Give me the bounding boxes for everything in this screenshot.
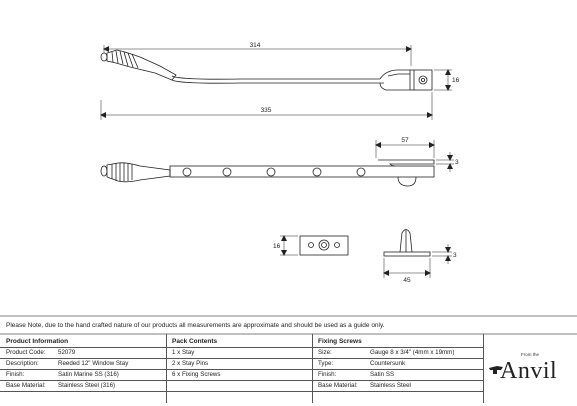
dim-335-label: 335 [260, 107, 272, 114]
stay-side-view [101, 160, 434, 186]
table-row: Finish: Satin Marine SS (316) [6, 371, 119, 378]
divider [0, 391, 483, 392]
table-row: Base Material: Stainless Steel (316) [6, 382, 116, 389]
brand-name: Anvil [500, 358, 558, 384]
brand-tagline: From the [521, 352, 540, 357]
dim-45-label: 45 [403, 277, 411, 284]
list-item: 1 x Stay [172, 349, 195, 356]
dimension-3-side [436, 152, 454, 172]
dim-314-label: 314 [249, 42, 261, 49]
dim-3-label: 3 [455, 159, 459, 166]
stay-top-view [101, 50, 432, 90]
divider [166, 334, 167, 403]
divider [483, 334, 484, 403]
table-row: Size: Gauge 8 x 3/4" (4mm x 19mm) [318, 349, 455, 356]
dimension-3-pin [432, 244, 452, 264]
divider [0, 347, 483, 348]
product-information-heading: Product Information [6, 338, 69, 345]
divider [0, 380, 483, 381]
stay-pin-side [384, 230, 430, 257]
table-row: Product Code: 52079 [6, 349, 76, 356]
divider [0, 369, 483, 370]
dim-16-plate-label: 16 [273, 243, 281, 250]
stay-pin-plate [300, 236, 348, 255]
disclaimer-note: Please Note, due to the hand crafted nature of our products all measurements are approximate and should be used as a guide only. [6, 322, 385, 329]
divider [0, 358, 483, 359]
pack-contents-heading: Pack Contents [172, 338, 218, 345]
table-row: Finish: Satin SS [318, 371, 395, 378]
dimension-16-plate [280, 236, 298, 255]
divider [312, 334, 313, 403]
fixing-screws-heading: Fixing Screws [318, 338, 362, 345]
table-row: Description: Reeded 12" Window Stay [6, 360, 129, 367]
dimension-335 [101, 92, 432, 120]
dim-16-label: 16 [452, 77, 460, 84]
table-row: Base Material: Stainless Steel [318, 382, 411, 389]
list-item: 2 x Stay Pins [172, 360, 209, 367]
dimension-45 [384, 258, 430, 278]
dim-57-label: 57 [401, 137, 409, 144]
dimension-16-top [434, 70, 452, 90]
dim-3-pin-label: 3 [453, 252, 457, 259]
table-row: Type: Countersunk [318, 360, 406, 367]
list-item: 6 x Fixing Screws [172, 371, 221, 378]
